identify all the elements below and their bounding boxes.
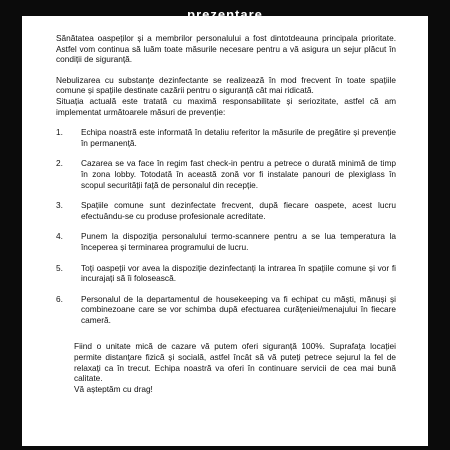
list-text: Toți oaspeții vor avea la dispoziție dezinfectanți la intrarea în spațiile comune și vor fi incurajați să îi folosească.: [81, 262, 396, 284]
cropped-title: prezentare: [187, 7, 263, 22]
list-item: [56, 294, 396, 326]
measures-list: [56, 127, 396, 325]
list-text: Personalul de la departamentul de housekeeping va fi echipat cu măști, mănuși și combinezoane care se vor schimba după efectuarea curățeniei/menajului în fiecare cameră.: [81, 293, 396, 325]
list-text: Spațiile comune sunt dezinfectate frecvent, după fiecare oaspete, acest lucru efectuându-se cu produse profesionale acreditate.: [81, 200, 396, 221]
list-text: Echipa noastră este informată în detaliu referitor la măsurile de pregătire și prevenție în permanență.: [81, 127, 396, 148]
signoff-text: Vă așteptăm cu drag!: [74, 383, 153, 394]
list-text: Punem la dispoziția personalului termo-scannere pentru a se lua temperatura la începerea și terminarea programului de lucru.: [81, 231, 396, 252]
list-number: 4.: [56, 231, 63, 242]
list-number: 1.: [56, 127, 63, 138]
list-number: 6.: [56, 293, 63, 304]
closing-paragraph: Fiind o unitate mică de cazare vă putem oferi siguranță 100%. Suprafața locației permite distanțare fizică și socială, astfel încât să vă puteți petrece sejurul la fel de relaxați ca în trecut. Echipa noastră va oferi în continuare servicii de cea mai bună calitate.: [74, 341, 396, 384]
list-number: 5.: [56, 262, 63, 273]
list-item: [56, 200, 396, 221]
intro-paragraph: Sănătatea oaspeților și a membrilor personalului a fost dintotdeauna principala prioritate. Astfel vom continua să luăm toate măsurile necesare pentru a vă asigura un sejur plăcut în condiții de siguranță.: [56, 33, 396, 65]
list-item: [56, 158, 396, 190]
document-body: [56, 33, 396, 394]
closing-block: [56, 341, 396, 394]
nebulization-paragraph: Nebulizarea cu substanțe dezinfectante se realizează în mod frecvent în toate spațiile comune și spațiile destinate cazării pentru o siguranță cât mai ridicată.: [56, 74, 396, 96]
list-text: Cazarea se va face în regim fast check-in pentru a petrece o durată minimă de timp în zona lobby. Totodată în această zonă vor fi instalate panouri de plexiglass în scopul securității față de personalul din recepție.: [81, 158, 396, 190]
list-item: [56, 231, 396, 252]
list-number: 2.: [56, 158, 63, 169]
list-item: [56, 263, 396, 284]
list-number: 3.: [56, 200, 63, 211]
list-item: [56, 127, 396, 148]
measures-intro-paragraph: Situația actuală este tratată cu maximă responsabilitate și seriozitate, astfel că am implementat următoarele măsuri de prevenție:: [56, 95, 396, 117]
